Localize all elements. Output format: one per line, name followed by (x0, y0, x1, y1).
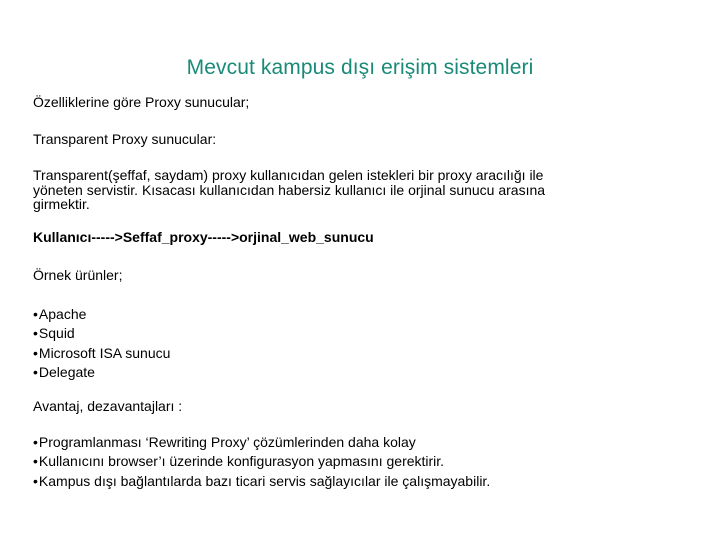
section-heading-examples: Örnek ürünler; (33, 266, 123, 283)
product-label: Microsoft ISA sunucu (38, 344, 171, 361)
product-label: Delegate (38, 364, 95, 380)
product-item (33, 344, 653, 364)
advantage-label: Kampus dışı bağlantılarda bazı ticari servis sağlayıcılar ile çalışmayabilir. (38, 472, 491, 489)
flow-diagram-text: Kullanıcı----->Seffaf_proxy----->orjinal_web_sunucu (33, 228, 374, 245)
description-paragraph (33, 168, 653, 212)
product-label: Apache (38, 305, 87, 322)
advantage-item (33, 472, 653, 492)
advantage-label: Programlanması ‘Rewriting Proxy’ çözümlerinden daha kolay (38, 433, 416, 450)
advantage-label: Kullanıcını browser’ı üzerinde konfigurasyon yapmasını gerektirir. (38, 453, 445, 469)
section-heading-proxy-types: Özelliklerine göre Proxy sunucular; (33, 94, 250, 110)
advantages-list (33, 433, 653, 492)
paragraph-line: yöneten servistir. Kısacası kullanıcıdan habersiz kullanıcı ile orjinal sunucu arasına (33, 181, 546, 198)
advantage-item (33, 452, 653, 472)
slide-content (33, 94, 653, 491)
advantage-item (33, 433, 653, 453)
slide-title: Mevcut kampus dışı erişim sistemleri (186, 56, 534, 79)
section-heading-advantages: Avantaj, dezavantajları : (33, 397, 183, 414)
product-item (33, 363, 653, 383)
product-item (33, 324, 653, 344)
product-list (33, 305, 653, 383)
section-heading-transparent-proxy: Transparent Proxy sunucular: (33, 131, 217, 147)
paragraph-line: girmektir. (33, 196, 90, 212)
paragraph-line: Transparent(şeffaf, saydam) proxy kullanıcıdan gelen istekleri bir proxy aracılığı ile (33, 167, 544, 183)
product-label: Squid (38, 325, 75, 341)
product-item (33, 305, 653, 325)
